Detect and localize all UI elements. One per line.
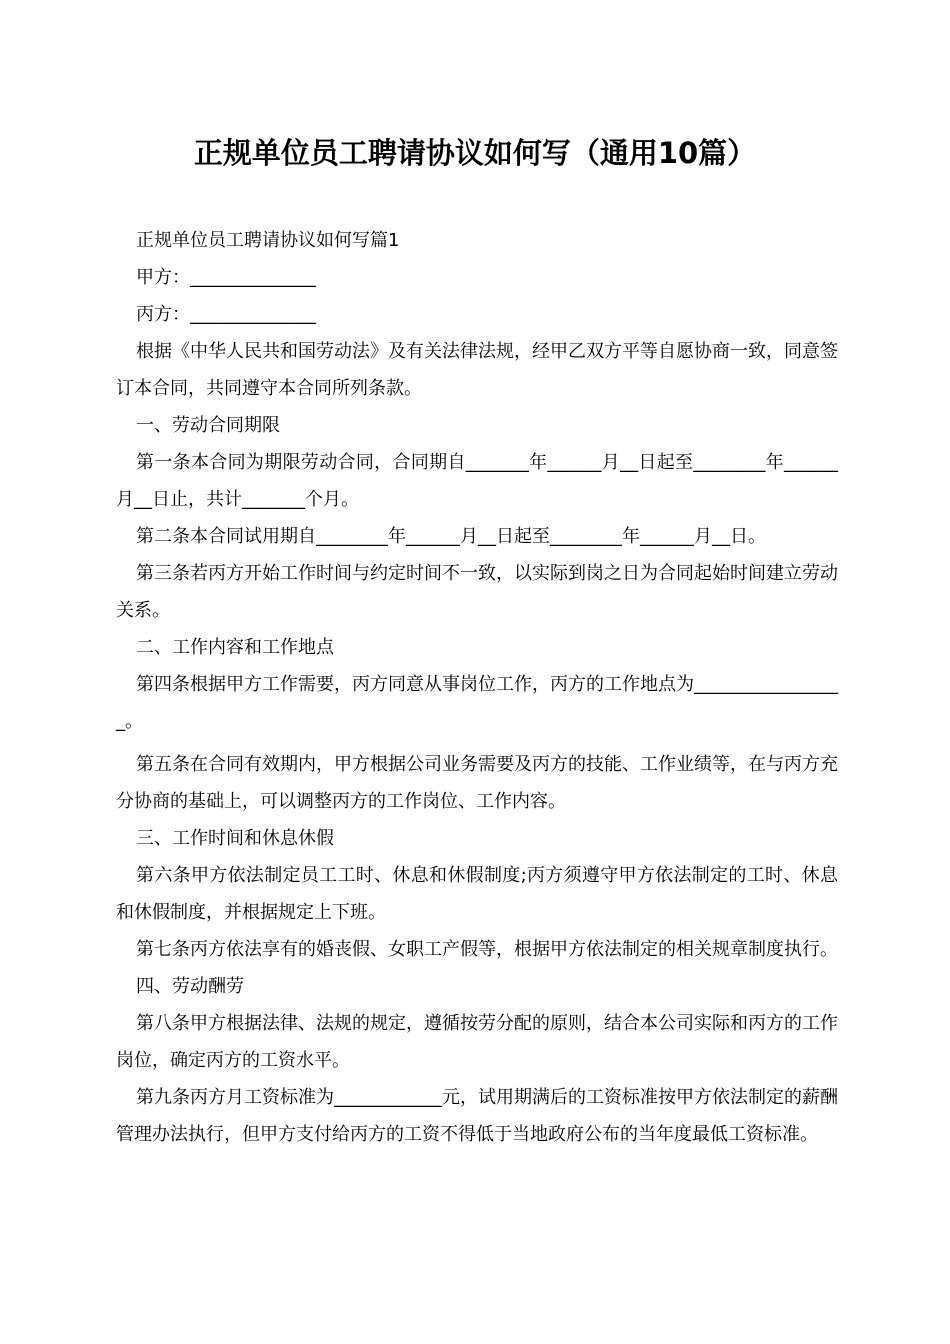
article-8: 第八条甲方根据法律、法规的规定，遵循按劳分配的原则，结合本公司实际和丙方的工作岗位，确定丙方的工资水平。 bbox=[116, 1013, 838, 1071]
article-7: 第七条丙方依法享有的婚丧假、女职工产假等，根据甲方依法制定的相关规章制度执行。 bbox=[136, 939, 838, 960]
document-body bbox=[116, 222, 838, 1153]
section-heading: 正规单位员工聘请协议如何写篇1 bbox=[136, 230, 400, 251]
article-3: 第三条若丙方开始工作时间与约定时间不一致，以实际到岗之日为合同起始时间建立劳动关系。 bbox=[116, 563, 838, 621]
heading-remuneration: 四、劳动酬劳 bbox=[136, 976, 244, 997]
article-1: 第一条本合同为期限劳动合同，合同期自_______年______月__日起至________年______月__日止，共计_______个月。 bbox=[116, 452, 838, 510]
heading-work-content: 二、工作内容和工作地点 bbox=[136, 637, 334, 658]
document-title: 正规单位员工聘请协议如何写（通用10篇） bbox=[193, 136, 757, 170]
party-a-line: 甲方：______________ bbox=[136, 267, 316, 288]
article-2: 第二条本合同试用期自________年______月__日起至________年______月__日。 bbox=[136, 526, 766, 547]
intro-paragraph: 根据《中华人民共和国劳动法》及有关法律法规，经甲乙双方平等自愿协商一致，同意签订本合同，共同遵守本合同所列条款。 bbox=[116, 341, 838, 399]
article-5: 第五条在合同有效期内，甲方根据公司业务需要及丙方的技能、工作业绩等，在与丙方充分协商的基础上，可以调整丙方的工作岗位、工作内容。 bbox=[116, 754, 838, 812]
article-9: 第九条丙方月工资标准为____________元，试用期满后的工资标准按甲方依法制定的薪酬管理办法执行，但甲方支付给丙方的工资不得低于当地政府公布的当年度最低工资标准。 bbox=[116, 1087, 838, 1145]
party-c-line: 丙方：______________ bbox=[136, 304, 316, 325]
heading-contract-term: 一、劳动合同期限 bbox=[136, 415, 280, 436]
article-4: 第四条根据甲方工作需要，丙方同意从事岗位工作，丙方的工作地点为_________________。 bbox=[116, 674, 838, 732]
heading-work-hours: 三、工作时间和休息休假 bbox=[136, 828, 334, 849]
article-6: 第六条甲方依法制定员工工时、休息和休假制度;丙方须遵守甲方依法制定的工时、休息和休假制度，并根据规定上下班。 bbox=[116, 865, 838, 923]
